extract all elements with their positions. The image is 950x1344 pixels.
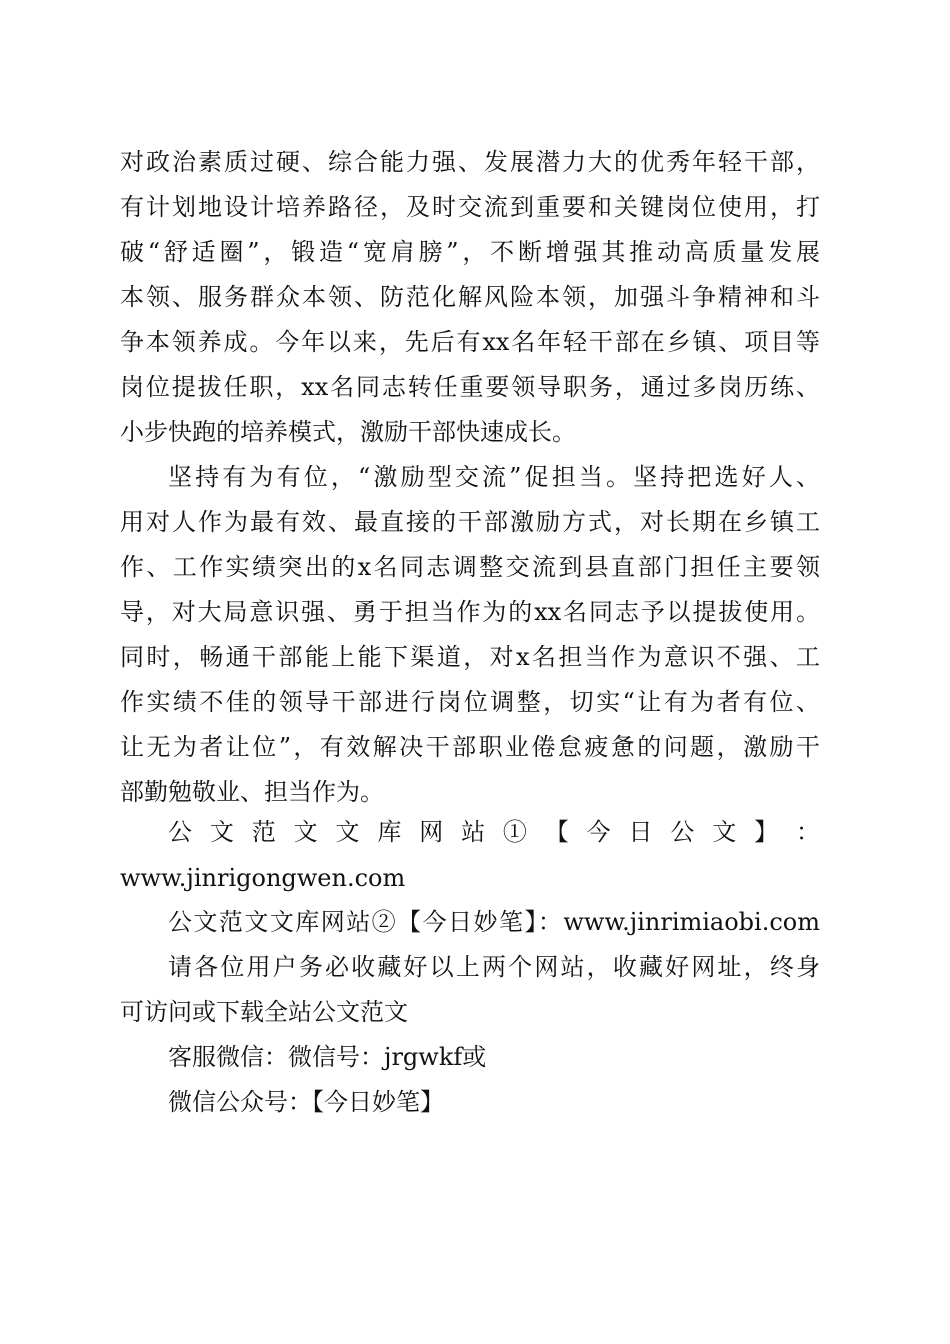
text-line: www.jinrigongwen.com — [120, 864, 406, 892]
paragraph-line — [120, 140, 820, 184]
text-line: 岗位提拔任职，xx名同志转任重要领导职务，通过多岗历练、 — [120, 373, 820, 401]
text-line: 公 文 范 文 文 库 网 站 ① 【 今 日 公 文 】 ： — [168, 818, 820, 846]
website-line-2 — [168, 900, 820, 944]
paragraph-line — [168, 455, 820, 499]
website-line-1 — [168, 810, 820, 854]
text-line: 小步快跑的培养模式，激励干部快速成长。 — [120, 418, 576, 446]
wechat-account-line — [168, 1080, 820, 1124]
text-line: 客服微信：微信号：jrgwkf或 — [168, 1043, 487, 1071]
paragraph-line — [120, 410, 820, 454]
paragraph-line — [120, 680, 820, 724]
paragraph-line — [120, 545, 820, 589]
text-line: 用对人作为最有效、最直接的干部激励方式，对长期在乡镇工 — [120, 508, 820, 536]
website-url-1 — [120, 856, 820, 900]
text-line: 同时，畅通干部能上能下渠道，对x名担当作为意识不强、工 — [120, 643, 820, 671]
text-line: 部勤勉敬业、担当作为。 — [120, 778, 384, 806]
text-line: 坚持有为有位，“激励型交流”促担当。坚持把选好人、 — [168, 463, 820, 491]
paragraph-line — [120, 500, 820, 544]
paragraph-line — [120, 365, 820, 409]
text-line: 本领、服务群众本领、防范化解风险本领，加强斗争精神和斗 — [120, 283, 820, 311]
paragraph-line — [120, 590, 820, 634]
text-line: 可访问或下载全站公文范文 — [120, 998, 408, 1026]
text-line: 有计划地设计培养路径，及时交流到重要和关键岗位使用，打 — [120, 193, 820, 221]
paragraph-line — [120, 725, 820, 769]
notice-line — [168, 945, 820, 989]
text-line: 作、工作实绩突出的x名同志调整交流到县直部门担任主要领 — [120, 553, 820, 581]
service-wechat-line — [168, 1035, 820, 1079]
paragraph-line — [120, 770, 820, 814]
paragraph-line — [120, 635, 820, 679]
paragraph-line — [120, 320, 820, 364]
paragraph-line — [120, 185, 820, 229]
notice-line — [120, 990, 820, 1034]
text-line: 争本领养成。今年以来，先后有xx名年轻干部在乡镇、项目等 — [120, 328, 820, 356]
paragraph-line — [120, 275, 820, 319]
text-line: 对政治素质过硬、综合能力强、发展潜力大的优秀年轻干部， — [120, 148, 820, 176]
text-line: 让无为者让位”，有效解决干部职业倦怠疲惫的问题，激励干 — [120, 733, 820, 761]
text-line: 破“舒适圈”，锻造“宽肩膀”，不断增强其推动高质量发展 — [120, 238, 820, 266]
paragraph-line — [120, 230, 820, 274]
text-line: 公文范文文库网站②【今日妙笔】：www.jinrimiaobi.com — [168, 908, 820, 936]
text-line: 请各位用户务必收藏好以上两个网站，收藏好网址，终身 — [168, 953, 820, 981]
text-line: 微信公众号：【今日妙笔】 — [168, 1088, 444, 1116]
text-line: 导，对大局意识强、勇于担当作为的xx名同志予以提拔使用。 — [120, 598, 820, 626]
text-line: 作实绩不佳的领导干部进行岗位调整，切实“让有为者有位、 — [120, 688, 820, 716]
